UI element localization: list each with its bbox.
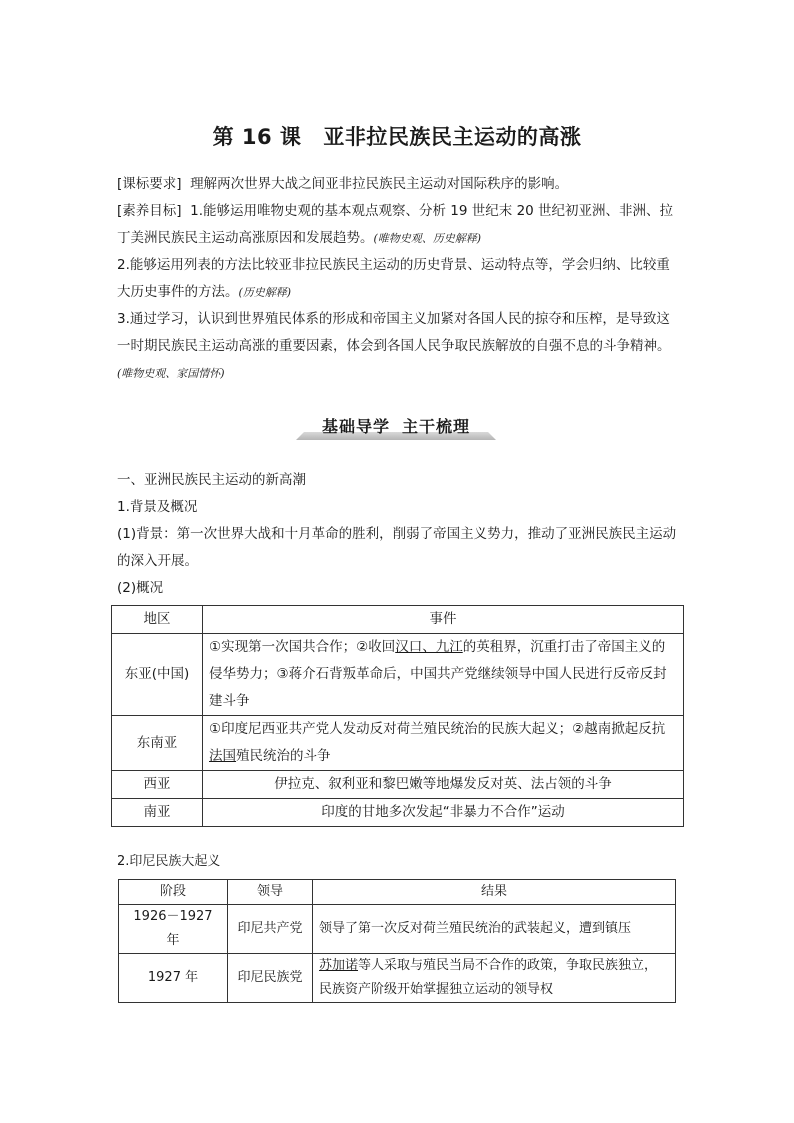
indonesia-uprising-table [118, 879, 676, 1003]
literacy-objective-1: [素养目标] 1.能够运用唯物史观的基本观点观察、分析 19 世纪末 20 世纪初亚洲、非洲、拉丁美洲民族民主运动高涨原因和发展趋势。(唯物史观、历史解释) [117, 203, 674, 246]
section-banner: 基础导学 主干梳理 [296, 410, 496, 440]
table-row: 西亚 伊拉克、叙利亚和黎巴嫩等地爆发反对英、法占领的斗争 [112, 771, 684, 799]
overview-label: (2)概况 [117, 580, 164, 596]
table-row: 1926－1927 年 印尼共产党 领导了第一次反对荷兰殖民统治的武装起义，遭到镇压 [119, 905, 676, 954]
section2-heading: 2.印尼民族大起义 [117, 854, 221, 869]
background-paragraph: (1)背景：第一次世界大战和十月革命的胜利，削弱了帝国主义势力，推动了亚洲民族民主运动的深入开展。 [117, 526, 677, 569]
literacy-objective-3: 3.通过学习，认识到世界殖民体系的形成和帝国主义加紧对各国人民的掠夺和压榨，是导致这一时期民族民主运动高涨的重要因素，体会到各国人民争取民族解放的自强不息的斗争精神。(唯物史观、家国情怀) [117, 311, 671, 380]
section1-sub-heading: 1.背景及概况 [117, 499, 198, 515]
lesson-title: 亚非拉民族民主运动的高涨 [323, 125, 582, 149]
standard-requirement: [课标要求] 理解两次世界大战之间亚非拉民族民主运动对国际秩序的影响。 [117, 176, 569, 192]
table-header-row: 地区 事件 [112, 606, 684, 634]
table-row: 东南亚 ①印度尼西亚共产党人发动反对荷兰殖民统治的民族大起义；②越南掀起反抗法国殖民统治的斗争 [112, 716, 684, 771]
literacy-objective-2: 2.能够运用列表的方法比较亚非拉民族民主运动的历史背景、运动特点等，学会归纳、比较重大历史事件的方法。(历史解释) [117, 257, 670, 300]
section1-heading: 一、亚洲民族民主运动的新高潮 [117, 472, 306, 488]
table-row: 南亚 印度的甘地多次发起“非暴力不合作”运动 [112, 799, 684, 827]
page-title [0, 121, 794, 151]
table-header-row: 阶段 领导 结果 [119, 880, 676, 905]
table-row: 1927 年 印尼民族党 苏加诺等人采取与殖民当局不合作的政策，争取民族独立，民族资产阶级开始掌握独立运动的领导权 [119, 954, 676, 1003]
lesson-number: 第 16 课 [212, 125, 302, 149]
asia-overview-table [111, 605, 684, 827]
table-row: 东亚(中国) ①实现第一次国共合作；②收回汉口、九江的英租界，沉重打击了帝国主义的侵华势力；③蒋介石背叛革命后，中国共产党继续领导中国人民进行反帝反封建斗争 [112, 634, 684, 716]
